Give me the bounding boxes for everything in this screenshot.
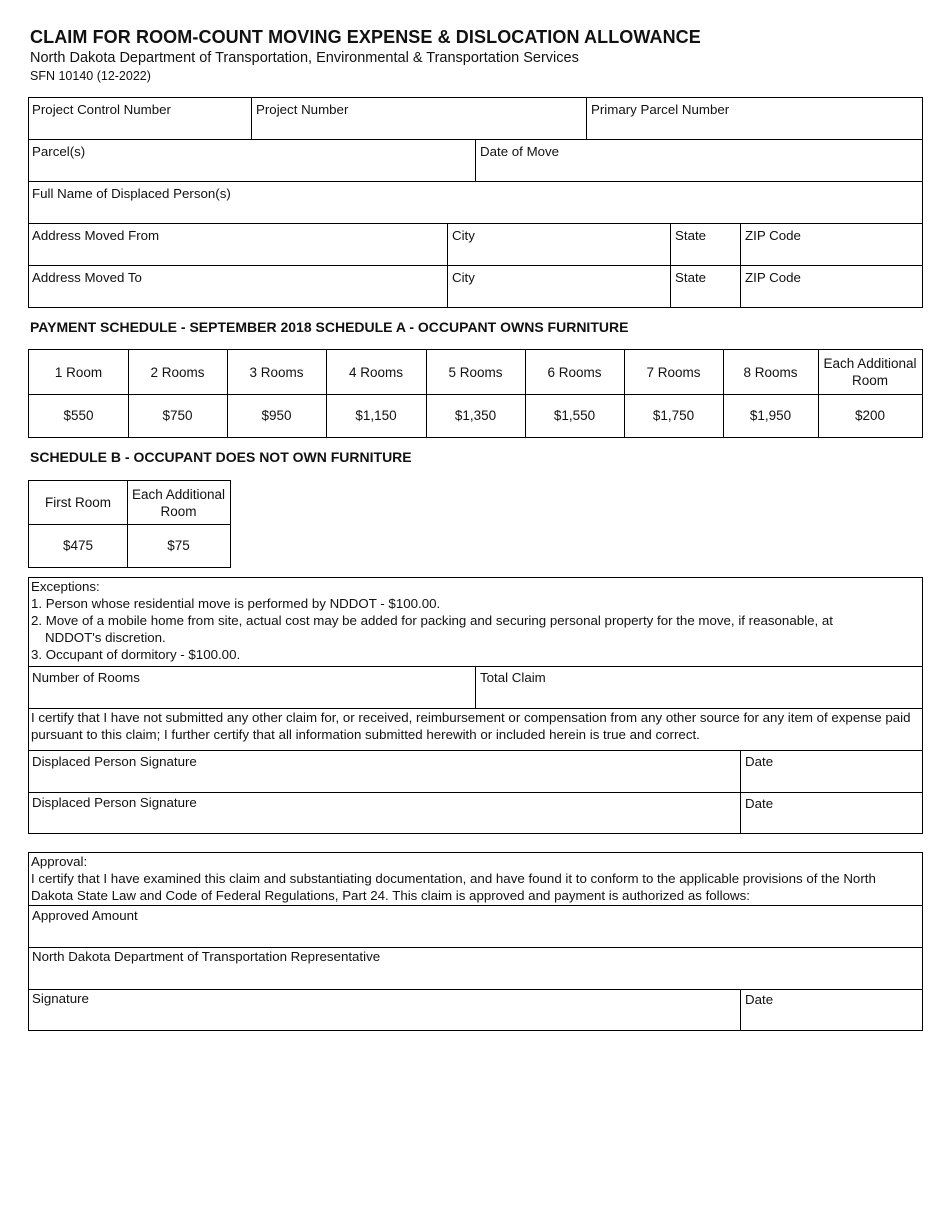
state-from-label: State	[675, 228, 707, 243]
table-header-cell: Each Additional Room	[131, 486, 226, 519]
primary-parcel-number-label: Primary Parcel Number	[591, 102, 730, 117]
exceptions-title: Exceptions:	[31, 579, 100, 594]
divider	[670, 223, 671, 307]
displaced-person-signature-1-input[interactable]	[33, 772, 733, 789]
project-number-input[interactable]	[257, 120, 579, 137]
table-header-cell: Each Additional Room	[823, 356, 917, 388]
city-to-input[interactable]	[453, 288, 665, 305]
number-of-rooms-label: Number of Rooms	[32, 670, 140, 685]
state-to-input[interactable]	[676, 288, 736, 305]
table-value-cell: $200	[854, 408, 886, 423]
address-from-label: Address Moved From	[32, 228, 160, 243]
primary-parcel-number-input[interactable]	[592, 120, 917, 137]
table-header-cell: 2 Rooms	[150, 364, 205, 380]
approval-signature-input[interactable]	[33, 1009, 733, 1026]
exception-item: 3. Occupant of dormitory - $100.00.	[31, 647, 241, 662]
divider	[475, 666, 476, 708]
table-header-cell: 3 Rooms	[249, 364, 304, 380]
displaced-person-signature-2-input[interactable]	[33, 813, 733, 830]
approval-title: Approval:	[31, 854, 88, 869]
divider	[29, 905, 922, 906]
zip-from-input[interactable]	[746, 246, 918, 263]
date-of-move-input[interactable]	[481, 162, 917, 179]
agency-name: North Dakota Department of Transportation, Environmental & Transportation Services	[30, 50, 579, 66]
schedule-a-table	[28, 349, 923, 438]
signature-label: Signature	[32, 991, 89, 1006]
divider	[447, 223, 448, 307]
project-control-number-input[interactable]	[33, 120, 245, 137]
divider	[475, 139, 476, 181]
city-from-label: City	[452, 228, 475, 243]
zip-from-label: ZIP Code	[745, 228, 801, 243]
total-claim-input[interactable]	[481, 688, 917, 705]
table-value-cell: $1,150	[355, 408, 397, 423]
signature-1-date-input[interactable]	[746, 772, 918, 789]
city-from-input[interactable]	[453, 246, 665, 263]
exception-item: 2. Move of a mobile home from site, actual cost may be added for packing and securing personal property for the move, if reasonable, at	[31, 613, 833, 628]
displaced-person-signature-label: Displaced Person Signature	[32, 754, 197, 769]
schedule-b-heading: SCHEDULE B - OCCUPANT DOES NOT OWN FURNITURE	[30, 449, 412, 465]
divider	[29, 792, 922, 793]
number-of-rooms-input[interactable]	[33, 688, 469, 705]
table-value-cell: $550	[63, 408, 94, 423]
project-control-number-label: Project Control Number	[32, 102, 171, 117]
table-value-cell: $1,350	[454, 408, 497, 423]
date-label: Date	[745, 992, 774, 1007]
table-value-cell: $475	[62, 538, 94, 553]
form-title: CLAIM FOR ROOM-COUNT MOVING EXPENSE & DISLOCATION ALLOWANCE	[30, 27, 701, 47]
divider	[29, 223, 922, 224]
project-info-section	[28, 97, 923, 308]
zip-to-input[interactable]	[746, 288, 918, 305]
divider	[251, 98, 252, 139]
table-value-cell: $1,750	[652, 408, 695, 423]
approval-section	[28, 852, 923, 1031]
date-label: Date	[745, 796, 774, 811]
parcels-label: Parcel(s)	[32, 144, 86, 159]
schedule-b-table	[28, 480, 231, 568]
signature-2-date-input[interactable]	[746, 813, 918, 830]
table-header-cell: 5 Rooms	[448, 364, 503, 380]
form-number: SFN 10140 (12-2022)	[30, 69, 151, 83]
certification-text: I certify that I have not submitted any other claim for, or received, reimbursement or compensation from any other source for any item of expense paid pursuant to this claim; I further certify that all information submitted herewith or included herein is true and correct.	[31, 710, 911, 742]
parcels-input[interactable]	[33, 162, 469, 179]
address-from-input[interactable]	[33, 246, 441, 263]
divider	[740, 989, 741, 1030]
divider	[29, 181, 922, 182]
divider	[29, 947, 922, 948]
table-header-cell: 8 Rooms	[743, 364, 798, 380]
approved-amount-input[interactable]	[33, 926, 917, 943]
city-to-label: City	[452, 270, 475, 285]
date-label: Date	[745, 754, 774, 769]
table-value-cell: $750	[162, 408, 193, 423]
divider	[586, 98, 587, 139]
table-header-cell: 4 Rooms	[348, 364, 404, 380]
divider	[29, 750, 922, 751]
claim-section	[28, 577, 923, 834]
representative-label: North Dakota Department of Transportation Representative	[32, 949, 381, 964]
date-of-move-label: Date of Move	[480, 144, 560, 159]
table-value-cell: $950	[261, 408, 292, 423]
approval-text: I certify that I have examined this claim and substantiating documentation, and have found it to conform to the applicable provisions of the North Dakota State Law and Code of Federal Regulations, Part 24. This claim is approved and payment is authorized as follows:	[31, 871, 876, 903]
total-claim-label: Total Claim	[480, 670, 546, 685]
zip-to-label: ZIP Code	[745, 270, 801, 285]
divider	[740, 223, 741, 307]
approval-date-input[interactable]	[746, 1009, 918, 1026]
project-number-label: Project Number	[256, 102, 349, 117]
schedule-a-heading: PAYMENT SCHEDULE - SEPTEMBER 2018 SCHEDULE A - OCCUPANT OWNS FURNITURE	[30, 319, 629, 335]
representative-input[interactable]	[33, 967, 917, 984]
address-to-label: Address Moved To	[32, 270, 142, 285]
table-value-cell: $1,950	[749, 408, 792, 423]
exception-item: NDDOT's discretion.	[45, 630, 166, 645]
table-header-cell: 1 Room	[54, 364, 103, 380]
approved-amount-label: Approved Amount	[32, 908, 138, 923]
divider	[29, 989, 922, 990]
full-name-input[interactable]	[33, 204, 917, 221]
state-to-label: State	[675, 270, 707, 285]
exception-item: 1. Person whose residential move is performed by NDDOT - $100.00.	[31, 596, 441, 611]
divider	[29, 265, 922, 266]
table-value-cell: $1,550	[553, 408, 596, 423]
table-header-cell: 7 Rooms	[646, 364, 701, 380]
table-header-cell: 6 Rooms	[547, 364, 602, 380]
state-from-input[interactable]	[676, 246, 736, 263]
address-to-input[interactable]	[33, 288, 441, 305]
table-value-cell: $75	[167, 538, 190, 553]
table-header-cell: First Room	[44, 495, 111, 510]
displaced-person-signature-label: Displaced Person Signature	[32, 795, 197, 810]
full-name-label: Full Name of Displaced Person(s)	[32, 186, 231, 201]
